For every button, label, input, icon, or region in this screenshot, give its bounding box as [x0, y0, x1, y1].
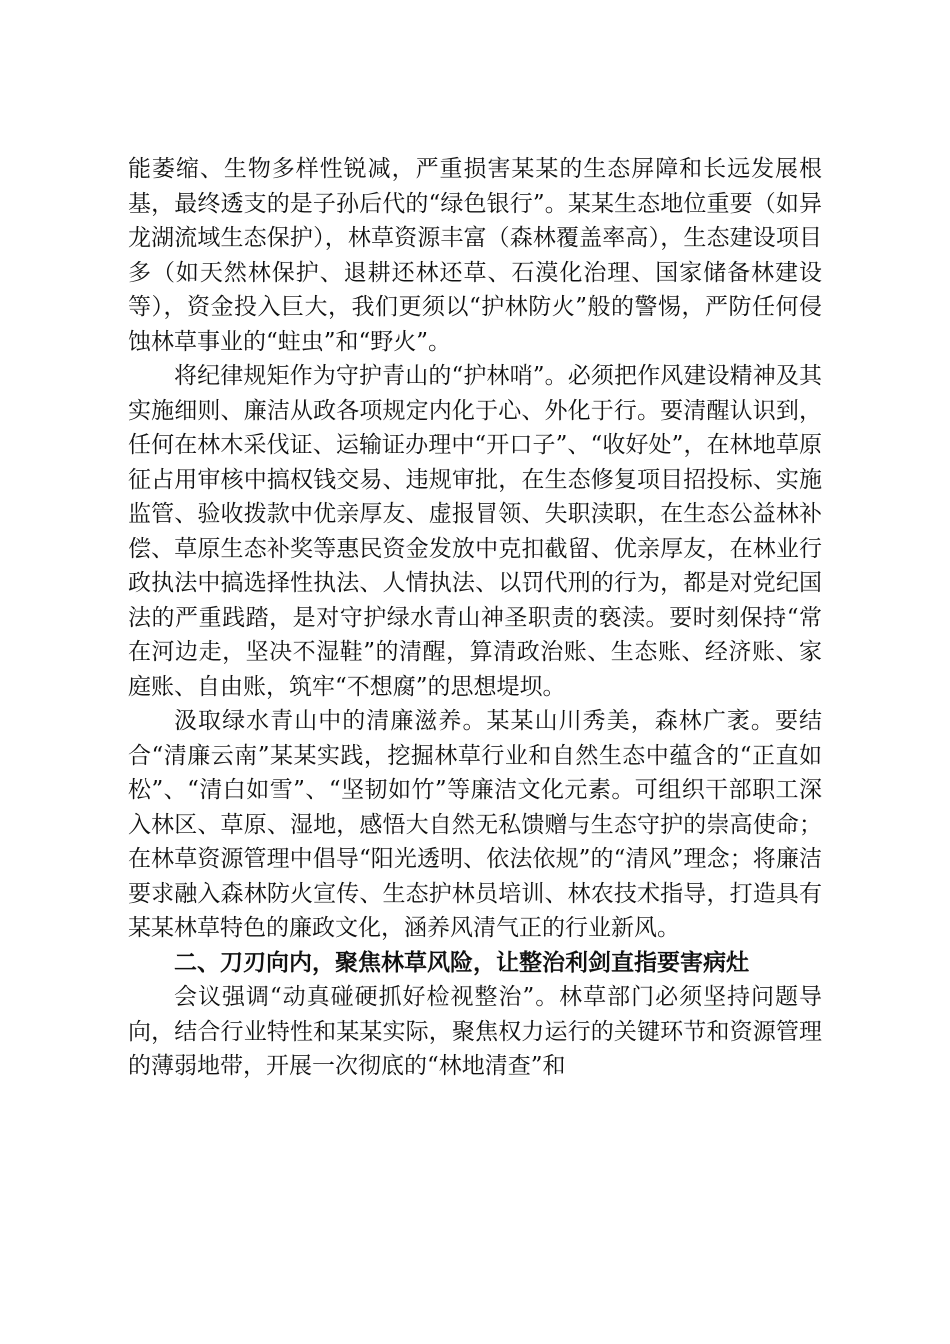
- section-heading: 二、刀刃向内，聚焦林草风险，让整治利剑直指要害病灶: [174, 949, 749, 976]
- paragraph-3: 汲取绿水青山中的清廉滋养。某某山川秀美，森林广袤。要结合“清廉云南”某某实践，挖掘林草行业和自然生态中蕴含的“正直如松”、“清白如雪”、“坚韧如竹”等廉洁文化元素。可组织干部职工深入林区、草原、湿地，感悟大自然无私馈赠与生态守护的崇高使命；在林草资源管理中倡导“阳光透明、依法依规”的“清风”理念；将廉洁要求融入森林防火宣传、生态护林员培训、林农技术指导，打造具有某某林草特色的廉政文化，涵养风清气正的行业新风。: [128, 708, 822, 941]
- paragraph-2: 将纪律规矩作为守护青山的“护林哨”。必须把作风建设精神及其实施细则、廉洁从政各项规定内化于心、外化于行。要清醒认识到，任何在林木采伐证、运输证办理中“开口子”、“收好处”，在林地草原征占用审核中搞权钱交易、违规审批，在生态修复项目招投标、实施监管、验收拨款中优亲厚友、虚报冒领、失职渎职，在生态公益林补偿、草原生态补奖等惠民资金发放中克扣截留、优亲厚友，在林业行政执法中搞选择性执法、人情执法、以罚代刑的行为，都是对党纪国法的严重践踏，是对守护绿水青山神圣职责的亵渎。要时刻保持“常在河边走，坚决不湿鞋”的清醒，算清政治账、生态账、经济账、家庭账、自由账，筑牢“不想腐”的思想堤坝。: [128, 363, 822, 700]
- paragraph-4: 会议强调“动真碰硬抓好检视整治”。林草部门必须坚持问题导向，结合行业特性和某某实际，聚焦权力运行的关键环节和资源管理的薄弱地带，开展一次彻底的“林地清查”和: [128, 984, 822, 1079]
- paragraph-1: 能萎缩、生物多样性锐减，严重损害某某的生态屏障和长远发展根基，最终透支的是子孙后代的“绿色银行”。某某生态地位重要（如异龙湖流域生态保护），林草资源丰富（森林覆盖率高），生态建设项目多（如天然林保护、退耕还林还草、石漠化治理、国家储备林建设等），资金投入巨大，我们更须以“护林防火”般的警惕，严防任何侵蚀林草事业的“蛀虫”和“野火”。: [128, 156, 822, 355]
- document-body: [128, 152, 822, 1084]
